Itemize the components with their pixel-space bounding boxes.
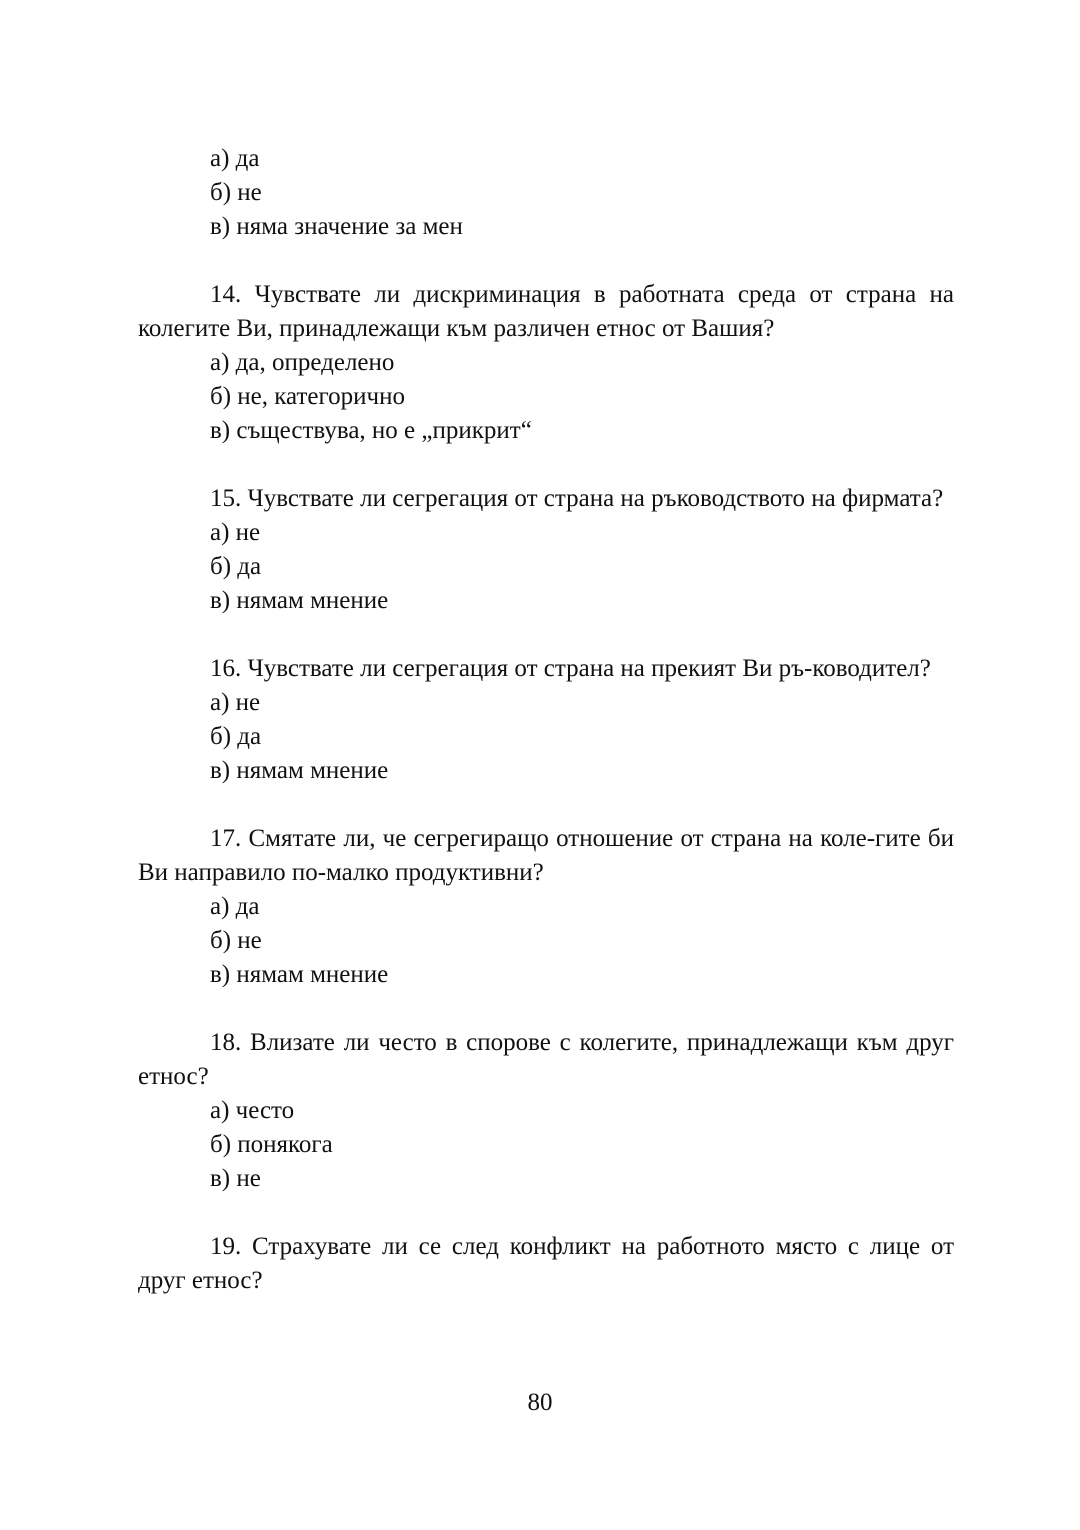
question-17 <box>138 822 954 992</box>
question-text: 17. Смятате ли, че сегрегиращо отношение от страна на коле-гите би Ви направило по-малко продуктивни? <box>138 825 954 886</box>
answer-option: б) не, категорично <box>210 383 405 410</box>
answer-option: в) нямам мнение <box>210 587 389 614</box>
answer-option: а) да <box>210 893 260 920</box>
question-text: 15. Чувствате ли сегрегация от страна на ръководството на фирмата? <box>210 485 944 512</box>
answer-options <box>138 142 954 244</box>
answer-option: б) да <box>210 723 262 750</box>
answer-options <box>138 686 954 788</box>
page-content <box>138 142 954 1298</box>
question-16 <box>138 652 954 788</box>
answer-option: в) няма значение за мен <box>210 213 463 240</box>
question-text: 16. Чувствате ли сегрегация от страна на прекият Ви ръ-ководител? <box>210 655 931 682</box>
answer-options <box>138 1094 954 1196</box>
question-text: 19. Страхувате ли се след конфликт на работното място с лице от друг етнос? <box>138 1233 954 1294</box>
answer-option: б) да <box>210 553 262 580</box>
answer-options <box>138 890 954 992</box>
answer-option: а) не <box>210 689 261 716</box>
answer-option: а) не <box>210 519 261 546</box>
answer-option: а) да, определено <box>210 349 395 376</box>
answer-option: б) не <box>210 179 262 206</box>
answer-option: в) не <box>210 1165 261 1192</box>
answer-option: в) съществува, но е „прикрит“ <box>210 417 532 444</box>
question-text: 18. Влизате ли често в спорове с колегите, принадлежащи към друг етнос? <box>138 1029 954 1090</box>
answer-option: б) не <box>210 927 262 954</box>
question-text: 14. Чувствате ли дискриминация в работната среда от страна на колегите Ви, принадлежащи към различен етнос от Вашия? <box>138 281 954 342</box>
answer-option: в) нямам мнение <box>210 961 389 988</box>
answer-options <box>138 516 954 618</box>
answer-option: б) понякога <box>210 1131 333 1158</box>
question-14 <box>138 278 954 448</box>
question-18 <box>138 1026 954 1196</box>
page-number: 80 <box>527 1389 553 1416</box>
answer-option: а) често <box>210 1097 295 1124</box>
answer-option: в) нямам мнение <box>210 757 389 784</box>
question-13-continuation <box>138 142 954 244</box>
answer-option: а) да <box>210 145 260 172</box>
question-19 <box>138 1230 954 1298</box>
question-15 <box>138 482 954 618</box>
answer-options <box>138 346 954 448</box>
